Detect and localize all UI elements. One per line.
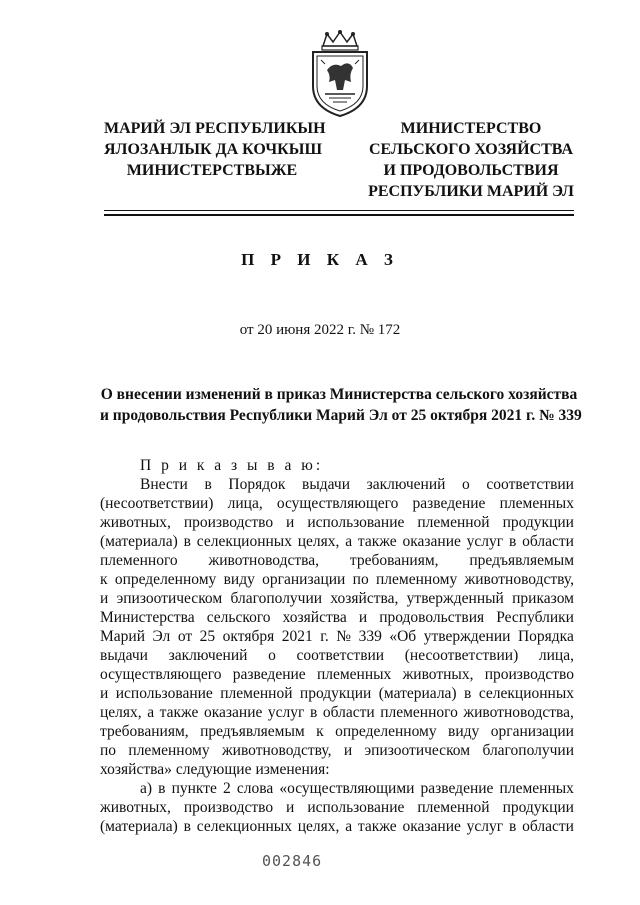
coat-of-arms-icon (305, 30, 375, 118)
body-line: выдачи заключений о соответствии (несоответствии) лица, (100, 647, 574, 664)
body-line: (материала) в селекционных целях, а также оказание услуг в области (100, 533, 574, 550)
header-right-line: СЕЛЬСКОГО ХОЗЯЙСТВА (368, 141, 573, 158)
body-line: Внести в Порядок выдачи заключений о соответствии (140, 476, 574, 493)
header-left-line: МАРИЙ ЭЛ РЕСПУБЛИКЫН (104, 120, 326, 137)
body-line: П р и к а з ы в а ю: (140, 457, 324, 474)
header-divider-thin (104, 210, 574, 211)
body-line: (несоответствии) лица, осуществляющего разведение племенных (100, 495, 574, 512)
body-line: животных, производство и использование племенной продукции (100, 514, 574, 531)
header-divider-thick (104, 214, 574, 216)
body-line: по племенному животноводству, и эпизоотическом благополучии (100, 742, 574, 759)
order-date-number: от 20 июня 2022 г. № 172 (239, 322, 401, 338)
body-line: требованиям, предъявляемым к определенному виду организации (100, 723, 574, 740)
body-line: (материала) в селекционных целях, а также оказание услуг в области (100, 818, 574, 835)
header-right-ministry-name (368, 118, 574, 202)
body-line: осуществляющего разведение племенных животных, производство (100, 666, 574, 683)
header-right-line: И ПРОДОВОЛЬСТВИЯ (383, 162, 559, 179)
body-line: животных, производство и использование племенной продукции (100, 799, 574, 816)
header-left-line: МИНИСТЕРСТВЫЖЕ (126, 162, 298, 179)
body-line: к определенному виду организации по племенному животноводству, (100, 571, 574, 588)
subject-line: и продовольствия Республики Марий Эл от 25 октября 2021 г. № 339 (100, 407, 582, 424)
body-line: целях, а также оказание услуг в области племенного животноводства, (100, 704, 574, 721)
document-title: П Р И К А З (241, 250, 399, 269)
order-subject (100, 384, 582, 426)
header-left-ministry-name (104, 118, 326, 181)
document-serial-number: 002846 (262, 852, 323, 870)
body-line: а) в пункте 2 слова «осуществляющими разведение племенных (140, 780, 574, 797)
body-line: и эпизоотическом благополучии хозяйства, утвержденный приказом (100, 590, 574, 607)
body-line: Министерства сельского хозяйства и продовольствия Республики (100, 609, 574, 626)
body-line: Марий Эл от 25 октября 2021 г. № 339 «Об утверждении Порядка (100, 628, 574, 645)
header-right-line: МИНИСТЕРСТВО (400, 120, 542, 137)
body-line: племенного животноводства, требованиям, предъявляемым (100, 552, 574, 569)
body-line: хозяйства» следующие изменения: (100, 761, 330, 778)
header-left-line: ЯЛОЗАНЛЫК ДА КОЧКЫШ (104, 141, 323, 158)
order-body (100, 456, 574, 836)
subject-line: О внесении изменений в приказ Министерства сельского хозяйства (100, 386, 578, 403)
body-line: и использование племенной продукции (материала) в селекционных (100, 685, 574, 702)
header-right-line: РЕСПУБЛИКИ МАРИЙ ЭЛ (368, 183, 574, 200)
